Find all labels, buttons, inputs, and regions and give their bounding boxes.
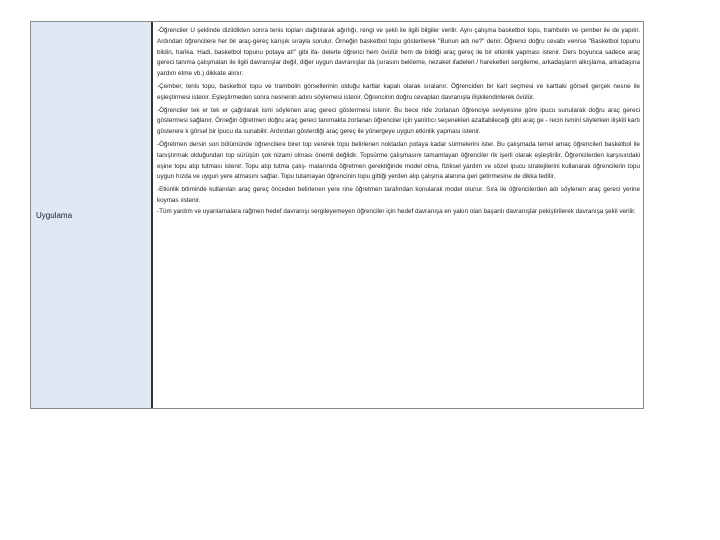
paragraph-4: -Öğretmen dersin son bölümünde öğrencilere birer top vererek topu belirlenen noktadan potaya kadar sürmelerini ister. Bu çalışmada temel amaç öğrencileri basketbol ile tanıştırmak olduğundan top sürüşün çok nizami olması önemli değildir. Topsürme çalışmasını tamamlayan öğrenciler rik işerli olarak eşleştirilir. Öğrencilerden karşısındaki eşine topu atıp tutması istenir. Topu atıp tutma çalış- malarında öğretmen gerektiğinde model olma, fiziksel yardım ve sözel ipucu stratejilerini kullanarak öğrencilerin topu uygun hızda ve uygun yere atmasını sağlar. Topu tutamayan öğrencinin topu gittiği yerden alıp çalışma alanına geri getirmesine de dikka tedilir.: [157, 140, 640, 181]
section-label-cell: [31, 22, 153, 408]
paragraph-2: -Çember, tenis topu, basketbol topu ve trambolin görsellerinin olduğu kartlar kapalı olarak sıralanır. Öğrenciden bir kart seçmesi ve karttaki görseli gerçek nesne ile eşleştirmesi istenir. Eşleştirmeden sonra nesnenin adını söylemesi istenir. Öğrencinin doğru cevapları davranışla ilişkilendirilerek övülür.: [157, 82, 640, 101]
paragraph-1: -Öğrenciler U şeklinde dizildikten sonra tenis topları dağıtılarak ağırlığı, rengi ve şekli ile ilgili bilgiler verilir. Aynı çalışma basketbol topu, trambolin ve çember ile de yapılır. Ardından öğrencilere her bir araç-gereç karışık sırayla sorulur. Örneğin basketbol topu gösterilerek "Bunun adı ne?" denir. Öğrenci doğru cevabı verirse "Basketbol topunu bildin, harika. Hadi, basketbol topunu potaya at!" gibi ifa- delerle öğrenci hem övülür hem de bildiği araç gereç ile bir etkinlik yapması istenir. Ders boyunca sadece araç gereci tanıma çalışmaları ile ilgili davranışlar değil, diğer uygun davranışlar da (sırasını bekleme, nezaket ifadeleri / hareketleri sergileme, arkadaşların alkışlama, arkadaşına yardım etme vb.) dikkate alınır.: [157, 27, 640, 78]
content-table: [30, 21, 644, 409]
section-content-cell: [153, 22, 643, 408]
paragraph-3: -Öğrenciler tek er tek er çağrılarak ismi söylenen araç gereci göstermesi istenir. Bu bece ride zorlanan öğrenciye seviyesine göre ipucu sunularak doğru araç gereci göstermesi sağlanır. Örneğin öğretmen doğru araç gereci tanımakta zorlanan öğrenciler için yanlıtıcı seçenekleri azaltabileceği gibi araç ge - recin ismini söylerken ilişkili kartı gösterere k görsel bir ipucu da sunabilir. Ardından gösterdiği araç gereç ile yönergeye uygun etkinlik yapması istenir.: [157, 106, 640, 136]
paragraph-5: -Etkinlik bitiminde kullanılan araç gereç önceden belirlenen yere rine öğretmen tarafından konularak model olunur. Sıra ile öğrencilerden adı söylenen araç gereci yerine koymas ıistenir. -Tüm yardım ve uyarılamalara rağmen hedef davranışı sergileyemeyen öğrenciler için hedef davranışa en yakın olan başarılı davranışlar pekiştirilerek davranışa şekil verilir.: [157, 186, 640, 215]
section-label: Uygulama: [36, 210, 73, 220]
